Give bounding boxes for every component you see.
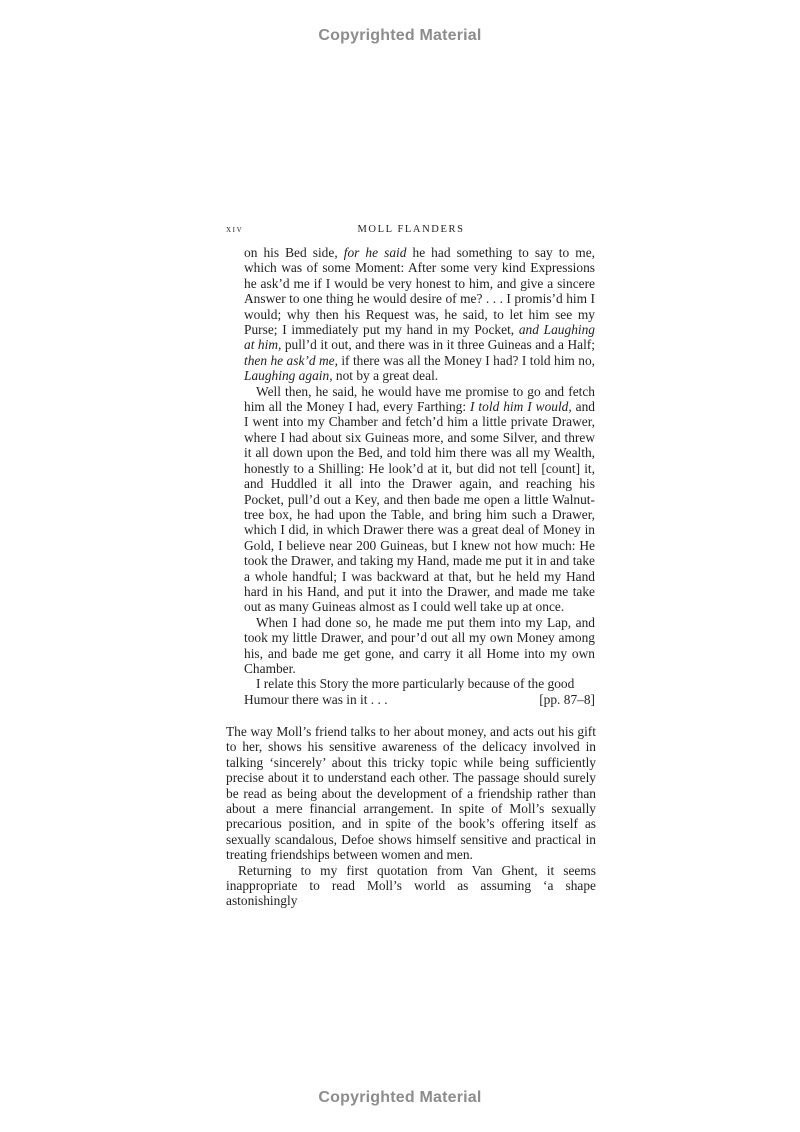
text-run: Well then, he said, he would have me promise to go and fetch him all the Money I had, every Farthing:	[244, 383, 595, 415]
copyright-watermark-top: Copyrighted Material	[318, 27, 482, 44]
text-run: I relate this Story the more particularly because of the good Humour there was in it . . .	[244, 676, 575, 707]
running-head	[226, 224, 596, 238]
italic-run: I told him I would,	[470, 399, 572, 415]
book-title-header: MOLL FLANDERS	[357, 224, 465, 235]
body-paragraph-1: The way Moll’s friend talks to her about money, and acts out his gift to her, shows his sensitive awareness of the delicacy involved in talking ‘sincerely’ about this tricky topic while being sufficiently precise about it to understand each other. The passage should surely be read as being about the development of a friendship rather than about a mere financial arrangement. In spite of Moll’s sexually precarious position, and in spite of the book’s offering itself as sexually scandalous, Defoe shows himself sensitive and practical in treating friendships between women and men.	[226, 724, 596, 863]
quote-paragraph-3: When I had done so, he made me put them into my Lap, and took my little Drawer, and pour’d out all my own Money among his, and bade me get gone, and carry it all Home into my own Chamber.	[244, 614, 595, 676]
text-run: pull’d it out, and there was in it three Guineas and a Half;	[281, 337, 595, 353]
italic-run: then he ask’d me,	[244, 352, 338, 368]
block-quotation	[244, 245, 595, 707]
text-run: if there was all the Money I had? I told him no,	[337, 352, 595, 368]
quote-paragraph-1	[244, 245, 595, 384]
body-paragraph-2: Returning to my first quotation from Van Ghent, it seems inappropriate to read Moll’s world as assuming ‘a shape astonishingly	[226, 862, 596, 909]
text-run: and I went into my Chamber and fetch’d him a little private Drawer, where I had about six Guineas more, and some Silver, and threw it all down upon the Bed, and told him there was all my Wealth, honestly to a Shilling: He look’d at it, but did not tell [count] it, and Huddled it all into the Drawer again, and reaching his Pocket, pull’d out a Key, and then bade me open a little Walnut-tree box, he had upon the Table, and bring him such a Drawer, which I did, in which Drawer there was a great deal of Money in Gold, I believe near 200 Guineas, but I knew not how much: He took the Drawer, and taking my Hand, made me put it in and take a whole handful; I was backward at that, but he held my Hand hard in his Hand, and put it into the Drawer, and made me take out as many Guineas almost as I could well take up at once.	[244, 399, 595, 615]
text-run: on his Bed side,	[244, 245, 344, 260]
text-run: he had something to say to me, which was of some Moment: After some very kind Expressions he ask’d me if I would be very honest to him, and give a sincere Answer to one thing he would desire of me? . . . I promis’d him I would; why then his Request was, he said, to let him see my Purse; I immediately put my hand in my Pocket,	[244, 245, 595, 338]
italic-run: Laughing again,	[244, 368, 333, 384]
quote-paragraph-4	[244, 676, 595, 707]
page-citation: [pp. 87–8]	[539, 691, 595, 707]
italic-run: and Laughing at him,	[244, 322, 595, 353]
page-number: xiv	[226, 224, 244, 235]
italic-run: for he said	[343, 245, 407, 260]
copyright-watermark-bottom: Copyrighted Material	[318, 1089, 482, 1106]
quote-paragraph-2	[244, 384, 595, 615]
body-text	[226, 724, 596, 909]
text-run: not by a great deal.	[332, 368, 439, 384]
